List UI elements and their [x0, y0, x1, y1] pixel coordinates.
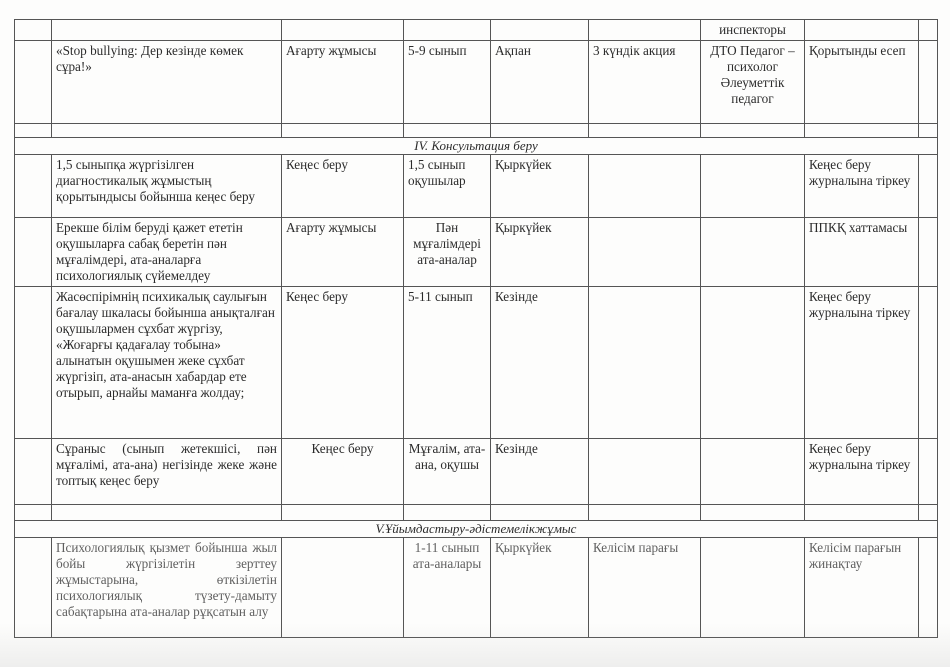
result-cell: ППКҚ хаттамасы	[805, 218, 919, 287]
date-cell: Ақпан	[491, 41, 589, 124]
table-row	[15, 538, 938, 638]
format-cell: Келісім парағы	[589, 538, 701, 638]
result-cell: Кеңес беру журналына тіркеу	[805, 439, 919, 505]
date-cell: Қыркүйек	[491, 218, 589, 287]
section-header-row	[15, 138, 938, 155]
table-row-top	[15, 20, 938, 41]
audience-cell: 5-11 сынып	[404, 287, 491, 439]
table-row	[15, 439, 938, 505]
form-cell: Ағарту жұмысы	[282, 41, 404, 124]
result-cell: Қорытынды есеп	[805, 41, 919, 124]
audience-cell: 5-9 сынып	[404, 41, 491, 124]
audience-cell: 1-11 сынып ата-аналары	[404, 538, 491, 638]
content-cell: Сұраныс (сынып жетекшісі, пән мұғалімі, ата-ана) негізінде жеке және топтық кеңес беру	[52, 439, 282, 505]
format-cell: 3 күндік акция	[589, 41, 701, 124]
audience-cell: 1,5 сынып оқушылар	[404, 155, 491, 218]
date-cell: Қыркүйек	[491, 155, 589, 218]
spacer-row	[15, 124, 938, 138]
section-title: V.Ұйымдастыру-әдістемелікжұмыс	[15, 521, 938, 538]
responsible-cell: ДТО Педагог – психолог Әлеуметтік педагог	[701, 41, 805, 124]
responsible-cell: инспекторы	[701, 20, 805, 41]
result-cell: Кеңес беру журналына тіркеу	[805, 155, 919, 218]
date-cell: Кезінде	[491, 287, 589, 439]
form-cell: Кеңес беру	[282, 439, 404, 505]
date-cell: Кезінде	[491, 439, 589, 505]
content-cell: Ерекше білім беруді қажет ететін оқушыларға сабақ беретін пән мұғалімдері, ата-аналарға психологиялық сүйемелдеу	[52, 218, 282, 287]
table-row	[15, 41, 938, 124]
table-row	[15, 155, 938, 218]
date-cell: Қыркүйек	[491, 538, 589, 638]
content-cell: Психологиялық қызмет бойынша жыл бойы жүргізілетін зерттеу жұмыстарына, өткізілетін психологиялық түзету-дамыту сабақтарына ата-аналар рұқсатын алу	[52, 538, 282, 638]
content-cell: Жасөспірімнің психикалық саулығын бағалау шкаласы бойынша анықталған оқушылармен сұхбат жүргізу, «Жоғарғы қадағалау тобына» алынатын оқушымен жеке сұхбат жүргізіп, ата-анасын хабардар ете отырып, арнайы маманға жолдау;	[52, 287, 282, 439]
content-cell: 1,5 сыныпқа жүргізілген диагностикалық жұмыстың қорытындысы бойынша кеңес беру	[52, 155, 282, 218]
spacer-row	[15, 505, 938, 521]
audience-cell: Мұғалім, ата-ана, оқушы	[404, 439, 491, 505]
table-row	[15, 287, 938, 439]
work-plan-table	[14, 19, 938, 638]
result-cell: Кеңес беру журналына тіркеу	[805, 287, 919, 439]
form-cell: Ағарту жұмысы	[282, 218, 404, 287]
section-header-row	[15, 521, 938, 538]
table-row	[15, 218, 938, 287]
content-cell: «Stop bullying: Дер кезінде көмек сұра!»	[52, 41, 282, 124]
result-cell: Келісім парағын жинақтау	[805, 538, 919, 638]
form-cell: Кеңес беру	[282, 287, 404, 439]
audience-cell: Пән мұғалімдері ата-аналар	[404, 218, 491, 287]
form-cell: Кеңес беру	[282, 155, 404, 218]
section-title: IV. Консультация беру	[15, 138, 938, 155]
